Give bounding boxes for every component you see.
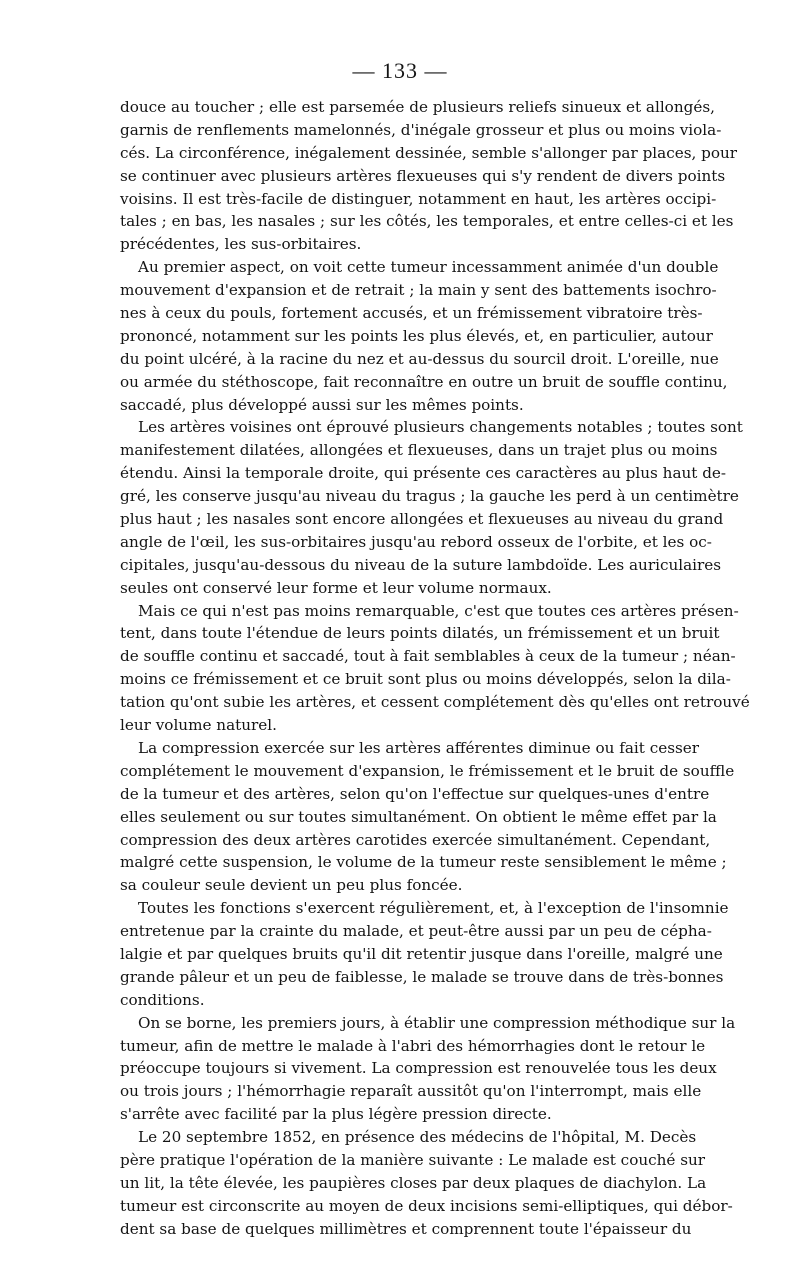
text-line: Mais ce qui n'est pas moins remarquable, c'est que toutes ces artères présen- — [138, 601, 739, 620]
text-line: du point ulcéré, à la racine du nez et au-dessus du sourcil droit. L'oreille, nue — [120, 349, 719, 368]
body-text — [120, 96, 750, 1241]
text-line: tent, dans toute l'étendue de leurs points dilatés, un frémissement et un bruit — [120, 624, 720, 643]
text-line: On se borne, les premiers jours, à établir une compression méthodique sur la — [138, 1013, 736, 1032]
paragraph — [120, 416, 743, 599]
text-line: gré, les conserve jusqu'au niveau du tragus ; la gauche les perd à un centimètre — [120, 487, 739, 506]
paragraph — [120, 1012, 736, 1126]
text-line: moins ce frémissement et ce bruit sont plus ou moins développés, selon la dila- — [120, 670, 731, 689]
text-line: manifestement dilatées, allongées et flexueuses, dans un trajet plus ou moins — [120, 441, 718, 460]
text-line: se continuer avec plusieurs artères flexueuses qui s'y rendent de divers points — [120, 166, 726, 185]
text-line: s'arrête avec facilité par la plus légère pression directe. — [120, 1105, 552, 1124]
text-line: tation qu'ont subie les artères, et cessent complétement dès qu'elles ont retrouvé — [120, 693, 750, 712]
text-line: dent sa base de quelques millimètres et comprennent toute l'épaisseur du — [120, 1219, 692, 1238]
text-line: seules ont conservé leur forme et leur volume normaux. — [120, 578, 552, 597]
text-line: douce au toucher ; elle est parsemée de plusieurs reliefs sinueux et allongés, — [120, 98, 715, 116]
text-line: compression des deux artères carotides exercée simultanément. Cependant, — [120, 830, 711, 849]
text-line: conditions. — [120, 990, 205, 1009]
text-line: prononcé, notamment sur les points les plus élevés, et, en particulier, autour — [120, 326, 713, 345]
text-line: mouvement d'expansion et de retrait ; la main y sent des battements isochro- — [120, 281, 717, 300]
paragraph — [120, 256, 728, 416]
text-line: ou trois jours ; l'hémorrhagie reparaît aussitôt qu'on l'interrompt, mais elle — [120, 1082, 702, 1101]
text-line: Le 20 septembre 1852, en présence des médecins de l'hôpital, M. Decès — [138, 1128, 697, 1147]
paragraph — [120, 1126, 733, 1240]
paragraph — [120, 897, 729, 1011]
paragraph — [120, 96, 738, 256]
text-line: La compression exercée sur les artères afférentes diminue ou fait cesser — [138, 738, 700, 757]
text-line: étendu. Ainsi la temporale droite, qui présente ces caractères au plus haut de- — [120, 464, 727, 483]
text-line: saccadé, plus développé aussi sur les mêmes points. — [120, 395, 524, 414]
text-line: préoccupe toujours si vivement. La compression est renouvelée tous les deux — [120, 1059, 717, 1078]
text-line: tumeur, afin de mettre le malade à l'abri des hémorrhagies dont le retour le — [120, 1036, 706, 1055]
text-line: elles seulement ou sur toutes simultanément. On obtient le même effet par la — [120, 807, 717, 826]
text-line: de la tumeur et des artères, selon qu'on l'effectue sur quelques-unes d'entre — [120, 784, 710, 803]
text-line: voisins. Il est très-facile de distinguer, notamment en haut, les artères occipi- — [120, 189, 717, 208]
text-line: grande pâleur et un peu de faiblesse, le malade se trouve dans de très-bonnes — [120, 967, 724, 986]
text-line: tumeur est circonscrite au moyen de deux incisions semi-elliptiques, qui débor- — [120, 1196, 733, 1215]
text-line: précédentes, les sus-orbitaires. — [120, 235, 362, 254]
text-line: entretenue par la crainte du malade, et peut-être aussi par un peu de cépha- — [120, 922, 712, 941]
text-line: Toutes les fonctions s'exercent régulièrement, et, à l'exception de l'insomnie — [138, 899, 729, 918]
text-line: Les artères voisines ont éprouvé plusieurs changements notables ; toutes sont — [138, 418, 743, 437]
text-line: tales ; en bas, les nasales ; sur les côtés, les temporales, et entre celles-ci et les — [120, 212, 734, 231]
text-line: ou armée du stéthoscope, fait reconnaître en outre un bruit de souffle continu, — [120, 372, 728, 391]
page-number: — 133 — — [352, 58, 448, 83]
text-line: sa couleur seule devient un peu plus foncée. — [120, 876, 463, 895]
text-line: nes à ceux du pouls, fortement accusés, et un frémissement vibratoire très- — [120, 304, 703, 323]
text-line: garnis de renflements mamelonnés, d'inégale grosseur et plus ou moins viola- — [120, 120, 722, 139]
text-line: complétement le mouvement d'expansion, le frémissement et le bruit de souffle — [120, 761, 735, 780]
text-line: leur volume naturel. — [120, 716, 277, 735]
text-line: plus haut ; les nasales sont encore allongées et flexueuses au niveau du grand — [120, 510, 724, 529]
text-line: lalgie et par quelques bruits qu'il dit retentir jusque dans l'oreille, malgré une — [120, 944, 723, 963]
paragraph — [120, 600, 750, 737]
text-line: malgré cette suspension, le volume de la tumeur reste sensiblement le même ; — [120, 853, 727, 872]
paragraph — [120, 737, 735, 897]
text-line: un lit, la tête élevée, les paupières closes par deux plaques de diachylon. La — [120, 1173, 707, 1192]
text-line: cipitales, jusqu'au-dessous du niveau de la suture lambdoïde. Les auriculaires — [120, 555, 722, 574]
text-line: père pratique l'opération de la manière suivante : Le malade est couché sur — [120, 1150, 706, 1169]
text-line: de souffle continu et saccadé, tout à fait semblables à ceux de la tumeur ; néan- — [120, 647, 736, 666]
text-line: Au premier aspect, on voit cette tumeur incessamment animée d'un double — [138, 258, 719, 277]
text-line: angle de l'œil, les sus-orbitaires jusqu'au rebord osseux de l'orbite, et les oc- — [120, 532, 712, 551]
text-line: cés. La circonférence, inégalement dessinée, semble s'allonger par places, pour — [120, 143, 738, 162]
